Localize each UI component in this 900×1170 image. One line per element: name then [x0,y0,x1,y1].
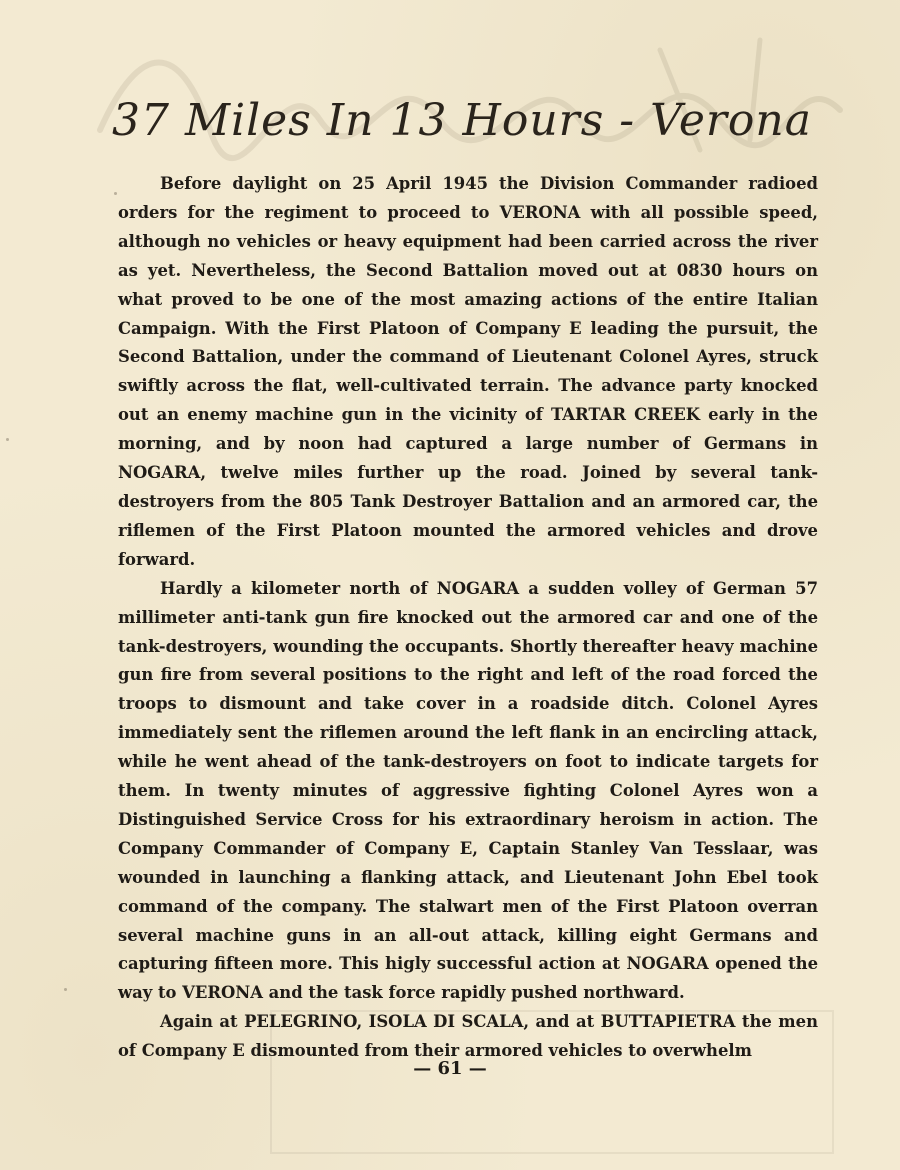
page-number: — 61 — [413,1058,487,1079]
body-text [118,170,818,1066]
paper-speck [114,192,117,195]
page-title: 37 Miles In 13 Hours - Verona [112,95,812,146]
paragraph: Before daylight on 25 April 1945 the Division Commander radioed orders for the regiment to proceed to VERONA with all possible speed, although no vehicles or heavy equipment had been carried across the river as yet. Nevertheless, the Second Battalion moved out at 0830 hours on what proved to be one of the most amazing actions of the entire Italian Campaign. With the First Platoon of Company E leading the pursuit, the Second Battalion, under the command of Lieutenant Colonel Ayres, struck swiftly across the flat, well-cultivated terrain. The advance party knocked out an enemy machine gun in the vicinity of TARTAR CREEK early in the morning, and by noon had captured a large number of Germans in NOGARA, twelve miles further up the road. Joined by several tank-destroyers from the 805 Tank Destroyer Battalion and an armored car, the riflemen of the First Platoon mounted the armored vehicles and drove forward. [118,174,818,569]
paragraph: Hardly a kilometer north of NOGARA a sudden volley of German 57 millimeter anti-tank gun fire knocked out the armored car and one of the tank-destroyers, wounding the occupants. Shortly thereafter heavy machine gun fire from several positions to the right and left of the road forced the troops to dismount and take cover in a roadside ditch. Colonel Ayres immediately sent the riflemen around the left flank in an encircling attack, while he went ahead of the tank-destroyers on foot to indicate targets for them. In twenty minutes of aggressive fighting Colonel Ayres won a Distinguished Service Cross for his extraordinary heroism in action. The Company Commander of Company E, Captain Stanley Van Tesslaar, was wounded in launching a flanking attack, and Lieutenant John Ebel took command of the company. The stalwart men of the First Platoon overran several machine guns in an all-out attack, killing eight Germans and capturing fifteen more. This higly successful action at NOGARA opened the way to VERONA and the task force rapidly pushed northward. [118,578,818,1003]
paragraph: Again at PELEGRINO, ISOLA DI SCALA, and at BUTTAPIETRA the men of Company E dismounted from their armored vehicles to overwhelm [118,1012,818,1061]
paper-speck [6,438,9,441]
paper-speck [64,988,67,991]
